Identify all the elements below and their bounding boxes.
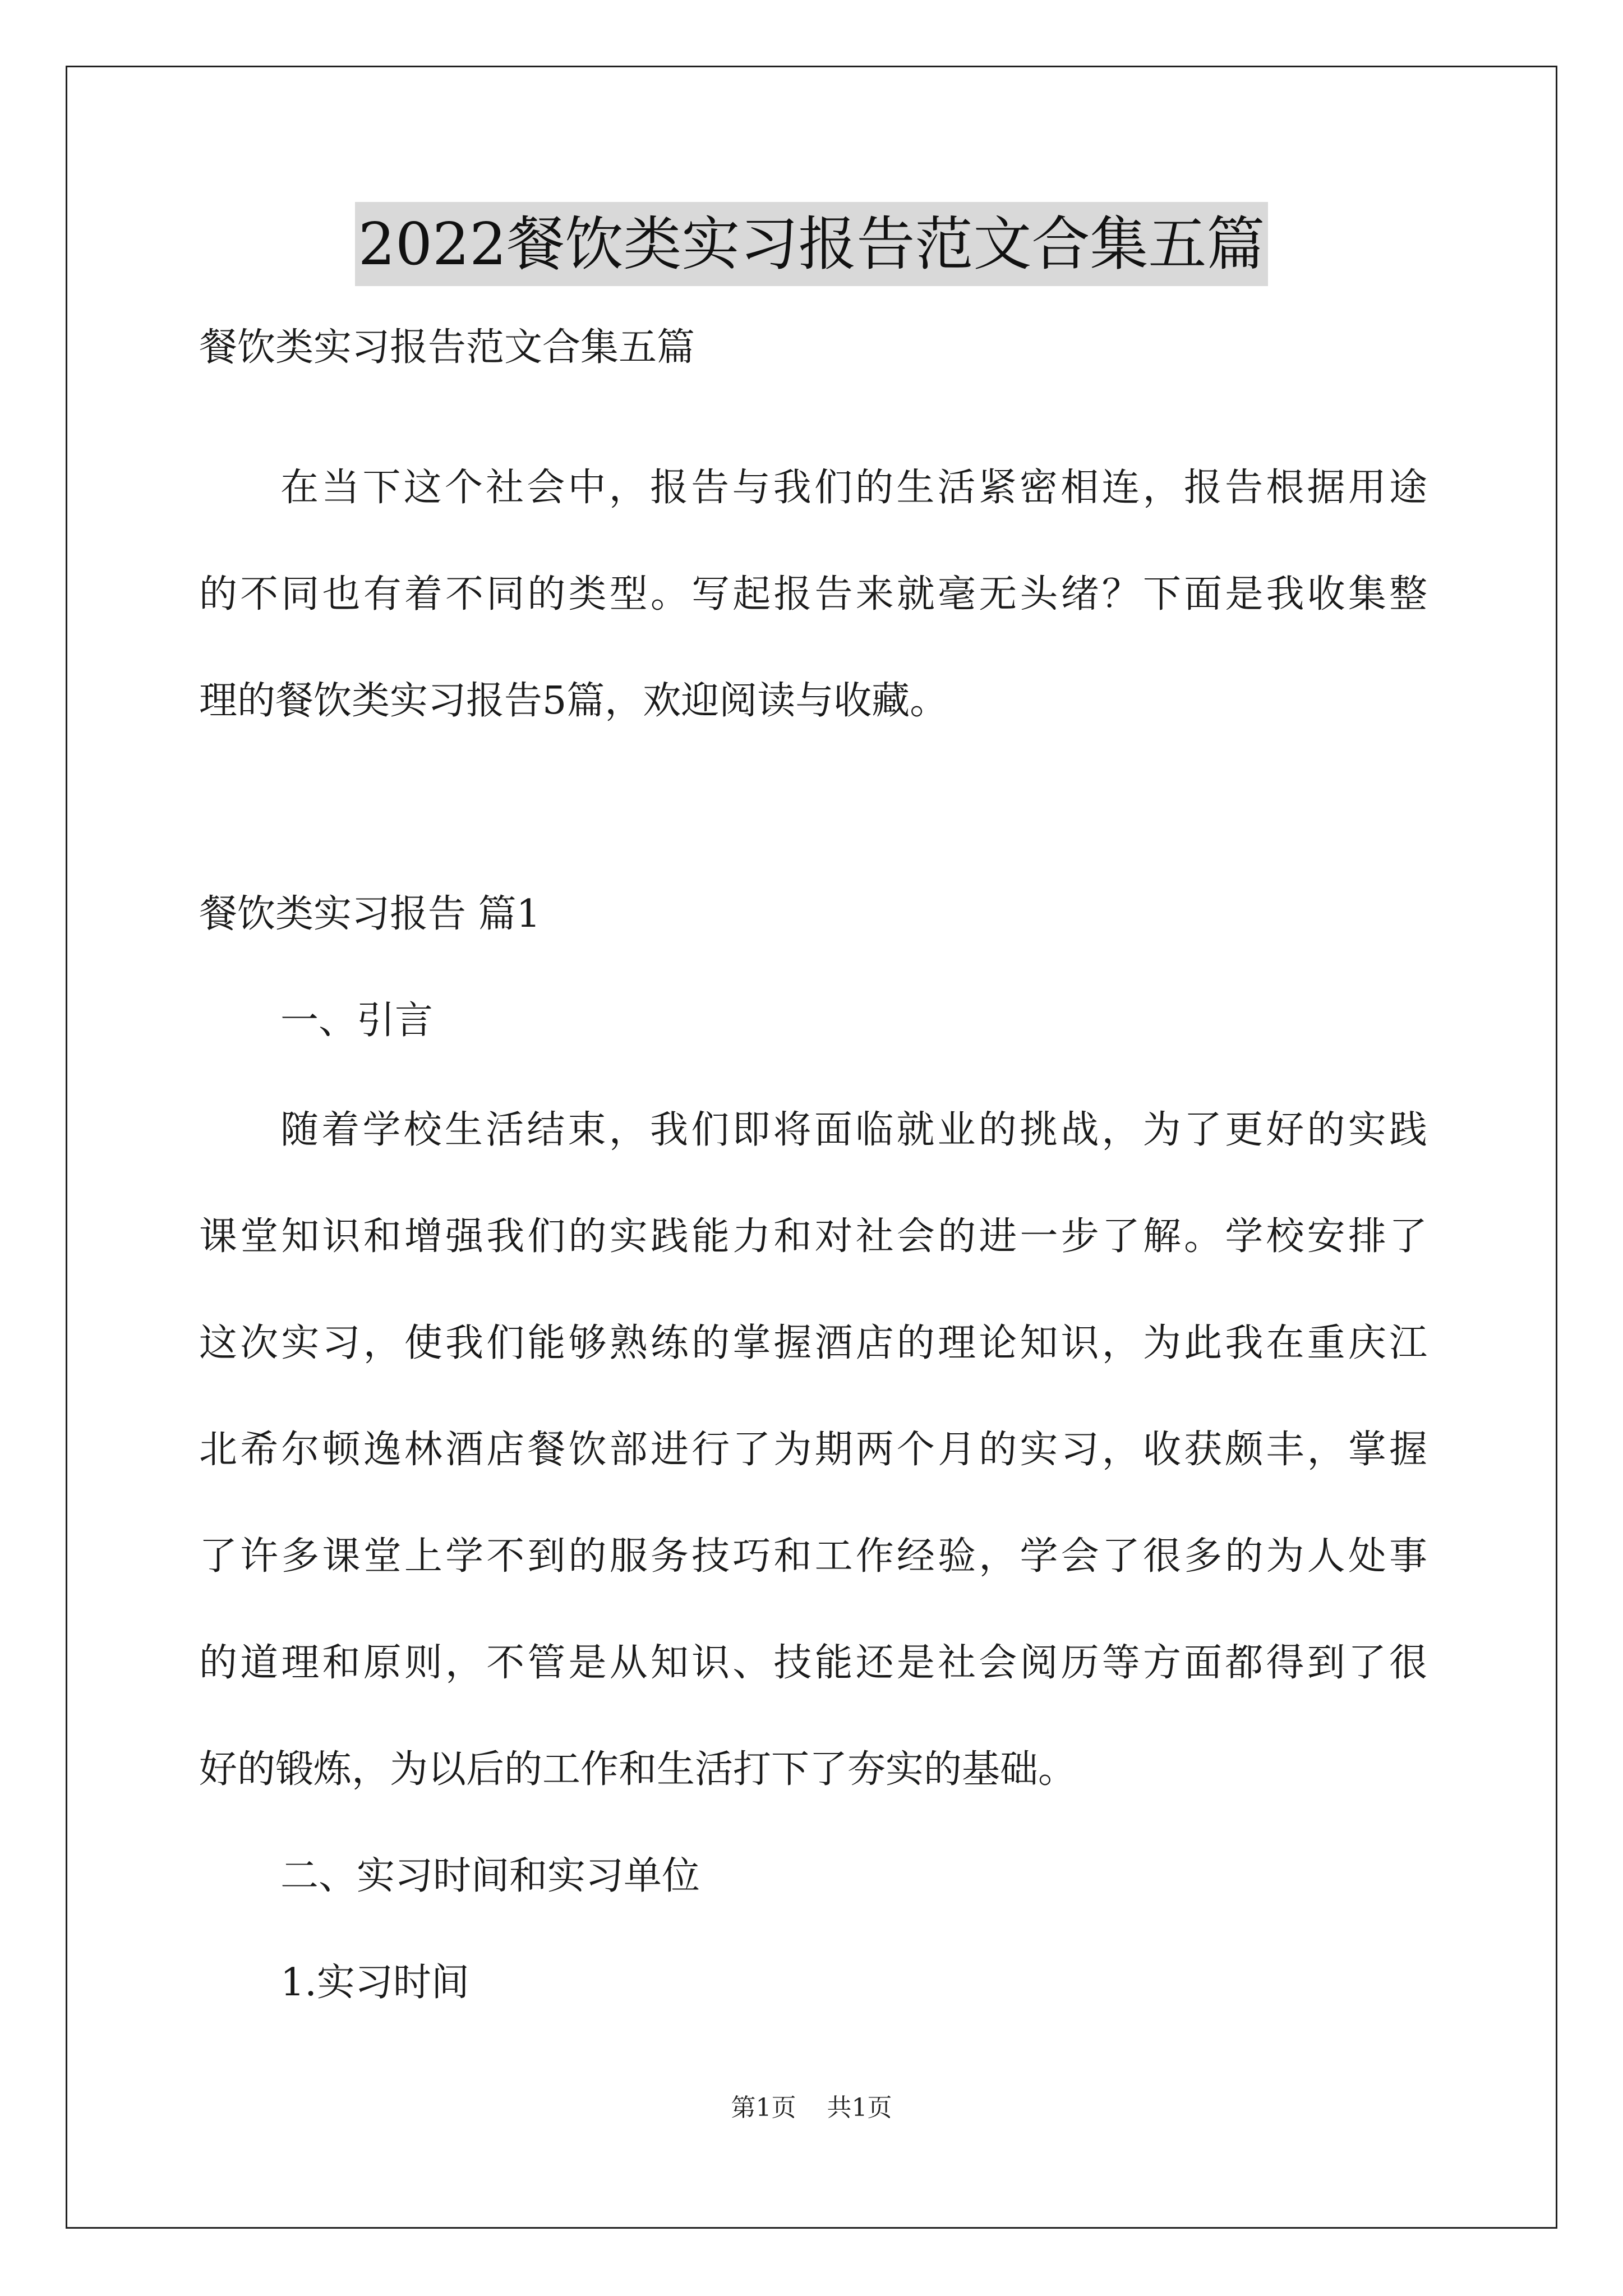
heading-introduction: 一、引言 (280, 999, 434, 1043)
page-footer (0, 2091, 1623, 2125)
body-line: 随着学校生活结束，我们即将面临就业的挑战，为了更好的实践 (280, 1108, 1427, 1152)
title-container (0, 202, 1623, 286)
document-title: 2022餐饮类实习报告范文合集五篇 (355, 202, 1269, 286)
page-number-total: 共1页 (827, 2093, 892, 2122)
body-line: 的道理和原则，不管是从知识、技能还是社会阅历等方面都得到了很 (199, 1641, 1427, 1685)
intro-line: 的不同也有着不同的类型。写起报告来就毫无头绪？下面是我收集整 (199, 572, 1427, 616)
body-line: 这次实习，使我们能够熟练的掌握酒店的理论知识，为此我在重庆江 (199, 1321, 1427, 1365)
body-line: 课堂知识和增强我们的实践能力和对社会的进一步了解。学校安排了 (199, 1214, 1427, 1259)
subtitle: 餐饮类实习报告范文合集五篇 (199, 325, 695, 370)
section-title: 餐饮类实习报告 篇1 (199, 892, 541, 936)
body-line: 了许多课堂上学不到的服务技巧和工作经验，学会了很多的为人处事 (199, 1534, 1427, 1579)
heading-internship-time-unit: 二、实习时间和实习单位 (280, 1854, 700, 1898)
page-number-current: 第1页 (731, 2093, 796, 2122)
heading-internship-time: 1.实习时间 (280, 1961, 469, 2005)
body-line: 北希尔顿逸林酒店餐饮部进行了为期两个月的实习，收获颇丰，掌握 (199, 1428, 1427, 1472)
body-line: 好的锻炼，为以后的工作和生活打下了夯实的基础。 (199, 1747, 1077, 1792)
intro-line: 在当下这个社会中，报告与我们的生活紧密相连，报告根据用途 (280, 466, 1427, 510)
intro-line: 理的餐饮类实习报告5篇，欢迎阅读与收藏。 (199, 679, 948, 723)
